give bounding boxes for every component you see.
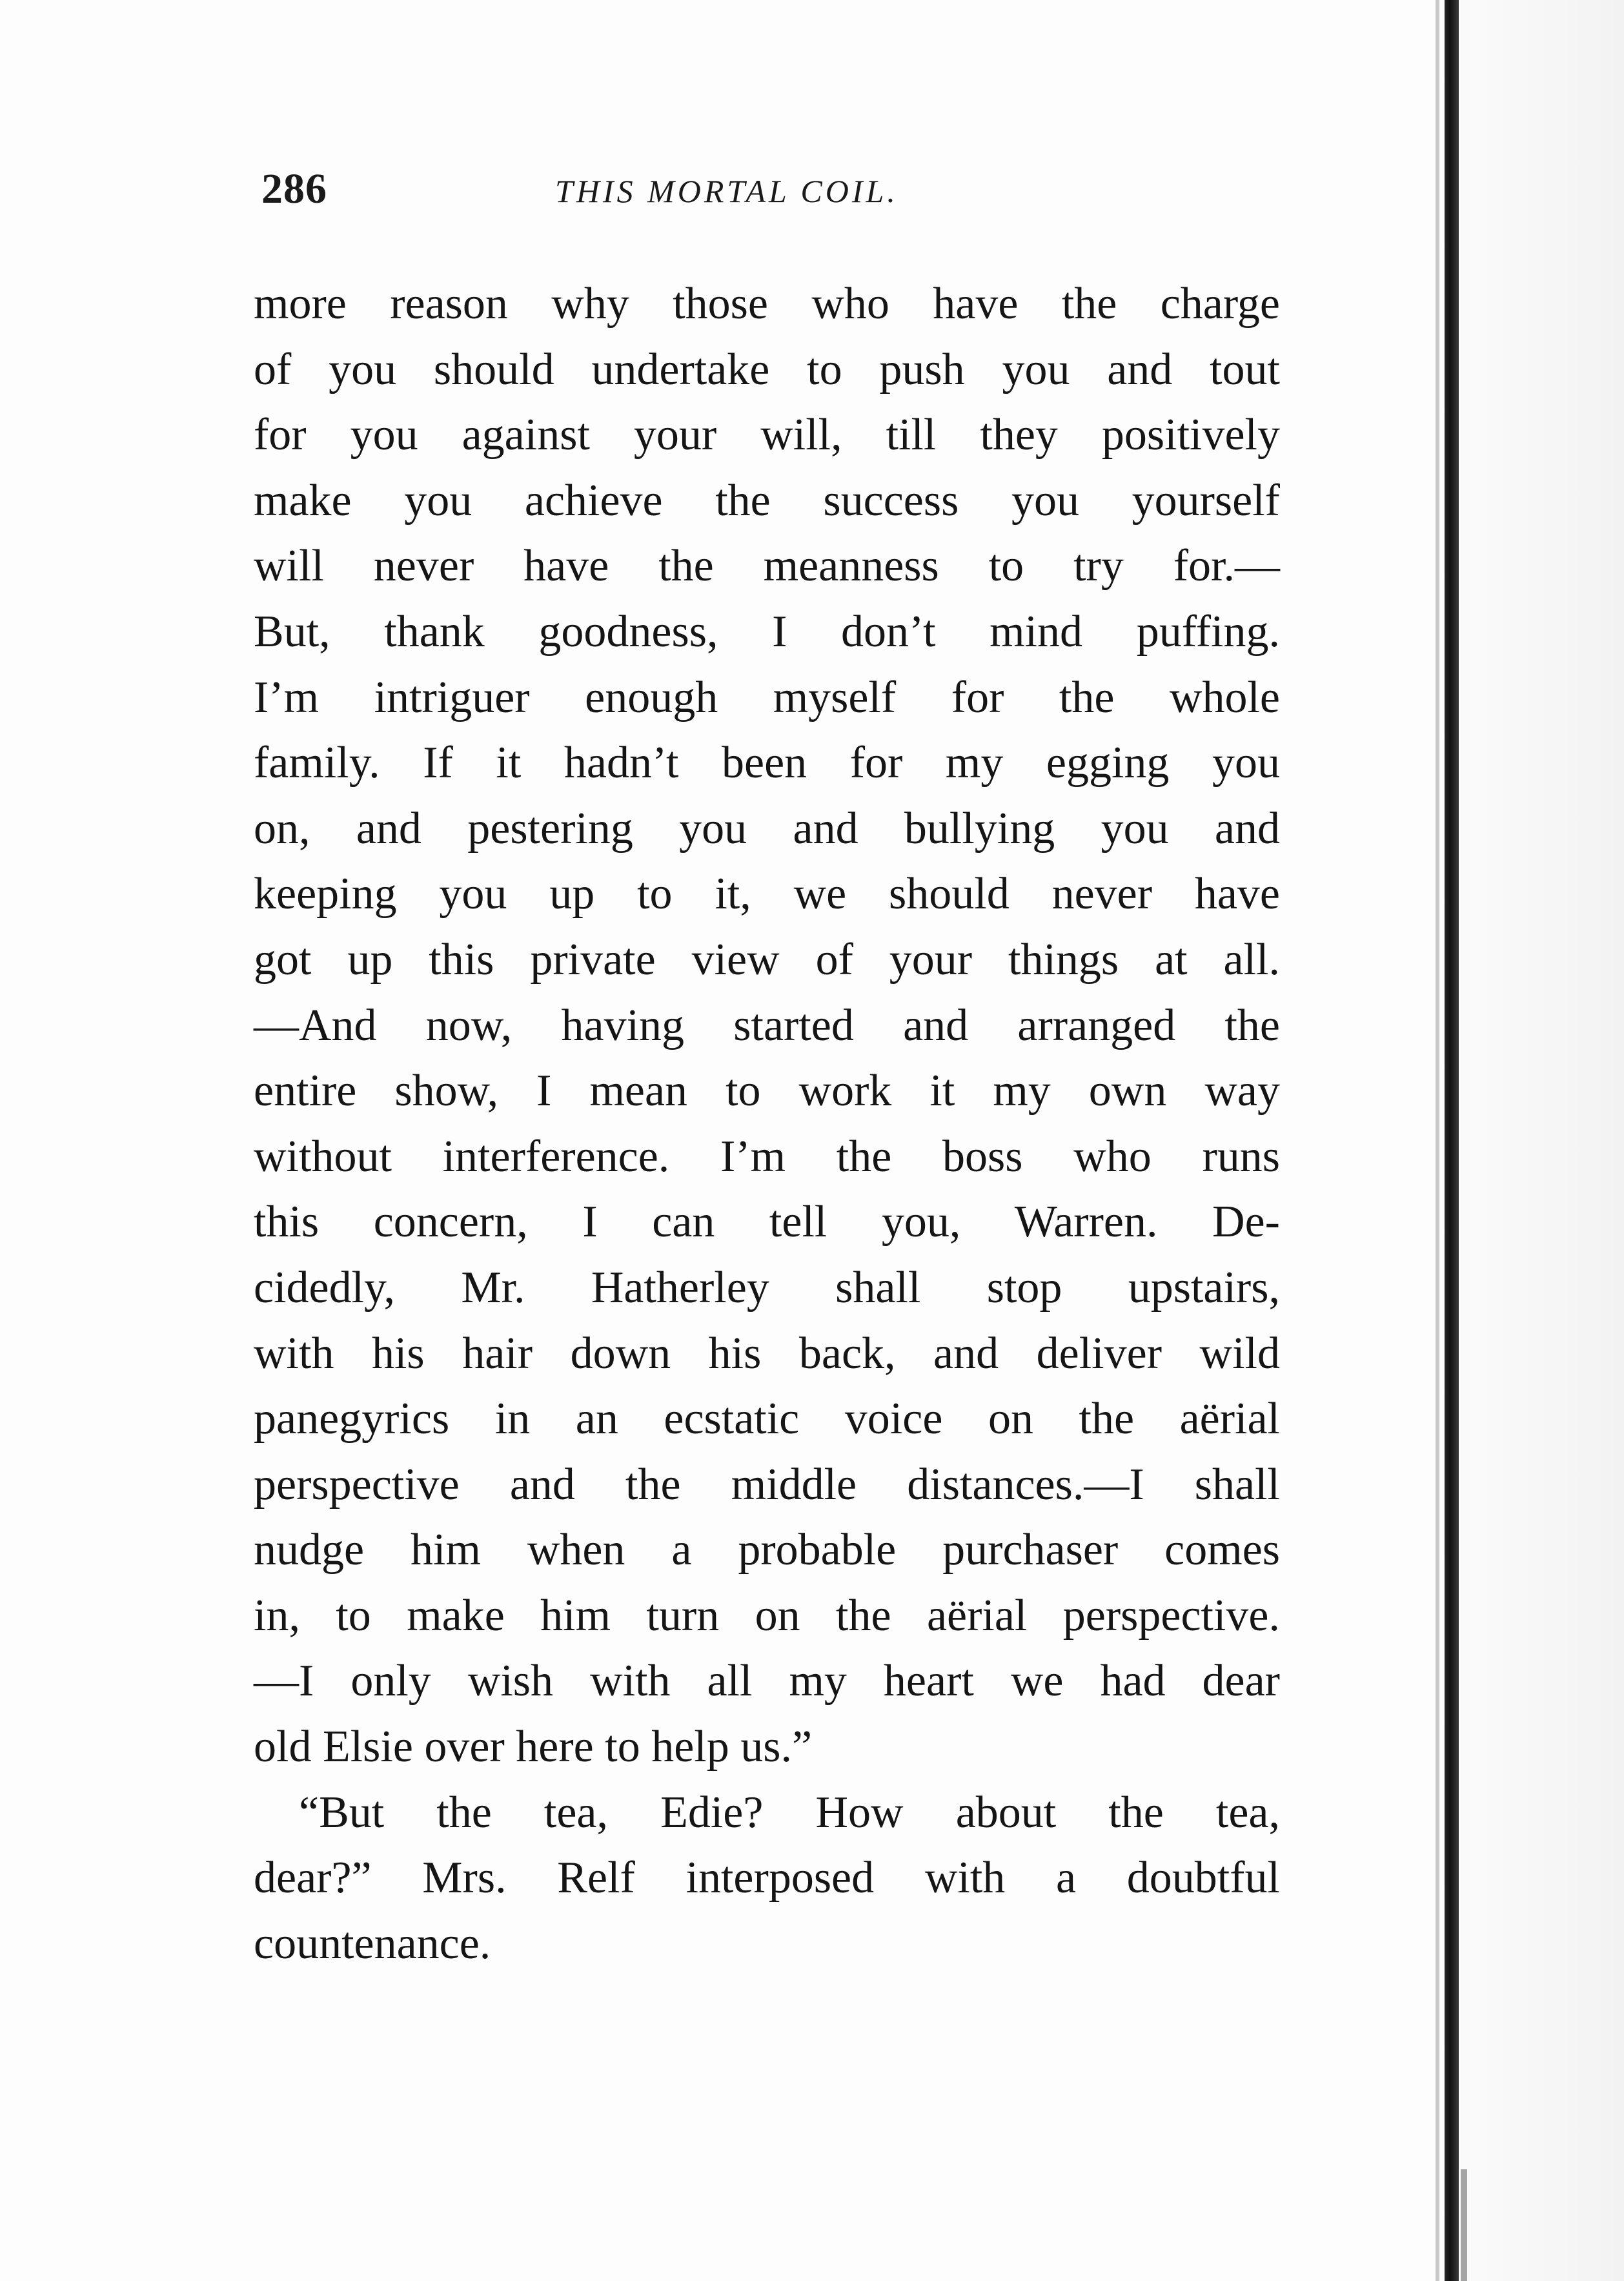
text-line: with his hair down his back, and deliver wild xyxy=(254,1328,1280,1378)
text-line: without interference. I’m the boss who runs xyxy=(254,1131,1280,1181)
page-header xyxy=(261,165,1281,229)
text-line: cidedly, Mr. Hatherley shall stop upstairs, xyxy=(254,1262,1280,1313)
page-number: 286 xyxy=(261,165,327,212)
text-line: will never have the meanness to try for.— xyxy=(254,541,1280,591)
text-line: entire show, I mean to work it my own way xyxy=(254,1066,1280,1116)
binding-edge xyxy=(1445,0,1459,2281)
text-line: old Elsie over here to help us.” xyxy=(254,1722,813,1772)
text-line: dear?” Mrs. Relf interposed with a doubtful xyxy=(254,1853,1280,1903)
text-line: make you achieve the success you yourself xyxy=(254,475,1280,526)
text-line: perspective and the middle distances.—I shall xyxy=(254,1459,1280,1509)
text-line: on, and pestering you and bullying you and xyxy=(254,803,1280,854)
text-line: in, to make him turn on the aërial perspective. xyxy=(254,1590,1280,1641)
text-line: got up this private view of your things at all. xyxy=(254,934,1280,985)
page-gutter xyxy=(1454,0,1624,2281)
text-line: for you against your will, till they positively xyxy=(254,410,1280,460)
text-line: of you should undertake to push you and tout xyxy=(254,344,1280,394)
text-line: this concern, I can tell you, Warren. De- xyxy=(254,1197,1280,1247)
text-line: panegyrics in an ecstatic voice on the aërial xyxy=(254,1394,1280,1444)
text-line: family. If it hadn’t been for my egging you xyxy=(254,738,1280,788)
scan-artifact xyxy=(1461,2169,1467,2281)
text-line: —I only wish with all my heart we had dear xyxy=(254,1656,1280,1706)
text-line: keeping you up to it, we should never have xyxy=(254,869,1280,919)
binding-shadow xyxy=(1436,0,1439,2281)
text-line: I’m intriguer enough myself for the whole xyxy=(254,672,1280,722)
text-line: “But the tea, Edie? How about the tea, xyxy=(299,1787,1280,1837)
text-line: countenance. xyxy=(254,1918,491,1969)
body-text xyxy=(254,271,1280,1976)
text-line: nudge him when a probable purchaser comes xyxy=(254,1525,1280,1575)
text-line: But, thank goodness, I don’t mind puffing. xyxy=(254,606,1280,657)
text-line: more reason why those who have the charge xyxy=(254,279,1280,329)
running-head: THIS MORTAL COIL. xyxy=(555,173,898,209)
text-line: —And now, having started and arranged the xyxy=(254,1000,1280,1050)
